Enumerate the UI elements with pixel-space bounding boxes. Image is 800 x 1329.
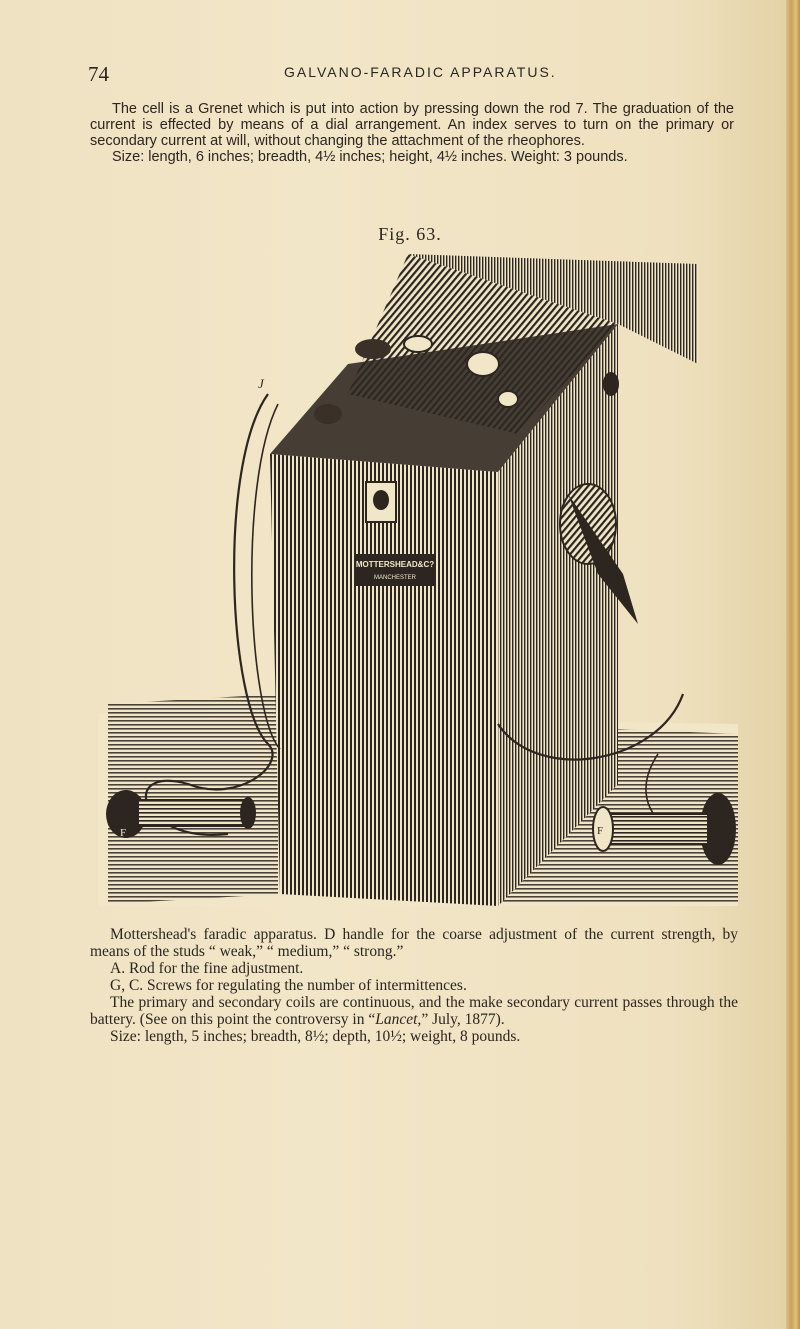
callout-d: J [258, 376, 264, 391]
caption-line-5: Size: length, 5 inches; breadth, 8½; depth, 10½; weight, 8 pounds. [110, 1028, 521, 1045]
caption-line-2: A. Rod for the fine adjustment. [110, 960, 304, 977]
intro-text [90, 101, 734, 165]
knob-a [467, 352, 499, 376]
nameplate-line2: MANCHESTER [373, 575, 417, 581]
knob-d [355, 339, 391, 359]
page-number: 74 [88, 62, 109, 86]
caption-line-4-after: ” July, 1877). [421, 1011, 505, 1028]
gilt-page-edge [786, 0, 800, 1329]
intro-paragraph: The cell is a Grenet which is put into action by pressing down the rod 7. The graduation of the current is effected by means of a dial arrangement. An index serves to turn on the primary or secondary current at will, without changing the attachment of the rheophores. [90, 101, 734, 149]
caption-line-4 [90, 994, 738, 1028]
size-paragraph: Size: length, 6 inches; breadth, 4½ inches; height, 4½ inches. Weight: 3 pounds. [112, 149, 628, 165]
figure-label: Fig. 63. [378, 224, 442, 244]
caption-line-3: G, C. Screws for regulating the number of intermittences. [110, 977, 467, 994]
nameplate [356, 554, 434, 586]
page-header [88, 62, 736, 86]
figure-caption [90, 926, 738, 1045]
callout-f-right: F [597, 825, 604, 837]
apparatus-engraving [98, 244, 738, 906]
running-head: GALVANO-FARADIC APPARATUS. [284, 64, 557, 80]
caption-lancet: Lancet, [375, 1011, 422, 1028]
caption-line-1: Mottershead's faradic apparatus. D handle for the coarse adjustment of the current strength, by means of the studs “ weak,” “ medium,” “ strong.” [90, 926, 738, 960]
caption-line-4-before: The primary and secondary coils are continuous, and the make secondary current passes through the battery. (See on this point the controversy in “ [90, 994, 738, 1028]
nameplate-line1: MOTTERSHEAD&C? [355, 560, 435, 569]
callout-f-left: F [120, 827, 127, 839]
